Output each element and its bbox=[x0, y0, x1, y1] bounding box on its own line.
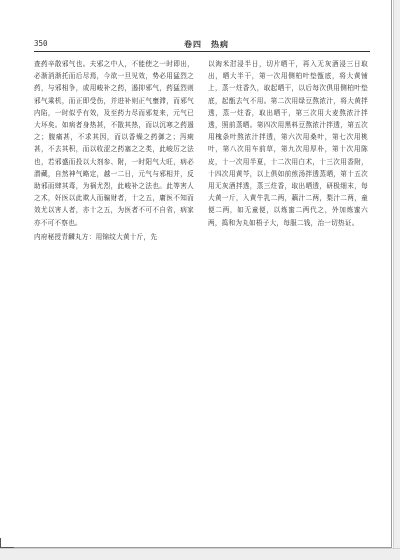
page-number: 350 bbox=[34, 39, 48, 48]
left-paragraph-formula: 内府秘授青麟丸方：用锦纹大黄十斤，先 bbox=[34, 232, 158, 241]
chapter-title: 卷四 热病 bbox=[184, 39, 229, 49]
header-rule bbox=[34, 51, 370, 52]
left-text-column bbox=[34, 58, 194, 243]
horizontal-scrollbar[interactable] bbox=[0, 548, 400, 560]
right-text-column bbox=[208, 58, 368, 229]
page-header bbox=[34, 38, 370, 52]
page-corner-mark bbox=[0, 538, 14, 548]
right-paragraph-main: 以淘米泔浸半日，切片晒干，再入无灰酒浸三日取出，晒大半干，第一次用侧柏叶垫甑底，将大黄铺上，蒸一炷香久，取起晒干，以后每次俱用侧柏叶垫底，起甑去气不用。第二次用绿豆熬浓汁，将大黄拌透，蒸一炷香，取出晒干，第三次用大麦熬浓汁拌透，照前蒸晒。第四次用黑料豆熬浓汁拌透，第五次用槐条叶熬浓汁拌透，第六次用桑叶，第七次用桃叶，第八次用车前草，第九次用厚朴，第十次用陈皮，十一次用半夏，十二次用白术，十三次用香附，十四次用黄芩，以上俱如前煎汤拌透蒸晒，第十五次用无灰酒拌透，蒸三炷香，取出晒透，研极细末，每大黄一斤，入黄牛乳二两，藕汁二两，梨汁二两，童便二两，如无童便，以炼蜜二两代之，外加炼蜜六两，捣和为丸如梧子大，每服二钱，治一切热证。 bbox=[208, 60, 368, 227]
vertical-scrollbar[interactable] bbox=[393, 0, 400, 548]
left-paragraph-main: 查药辛散邪气也。夫邪之中人，不能使之一时即出，必渐消渐托而后尽焉，今欲一旦见效，势必用猛烈之药，与邪相争，或用峻补之药，遏抑邪气，药猛烈则邪气乘机，而正即受伤，并进补则正气壅滞，而邪气内陷，一时似乎有效，及至药力尽而邪复来，元气已大坏矣。如病者身热甚，不散其热，而以沉寒之药遏之；腹痛甚，不求其因，而以香燥之药御之；泻痢甚，不去其积，而以收涩之药塞之之类，此峻厉之法也，若邪盛而投以大剂参、附，一时阳气大旺，病必潜藏，自然神气略定，越一二日，元气与邪相并，反助邪而肆其毒，为祸尤烈，此峻补之法也。此等害人之术，奸医以此欺人而骗财者，十之五，庸医不知而效尤以害人者，亦十之五，为医者不可不自省，病家亦不可不察也。 bbox=[34, 60, 194, 227]
